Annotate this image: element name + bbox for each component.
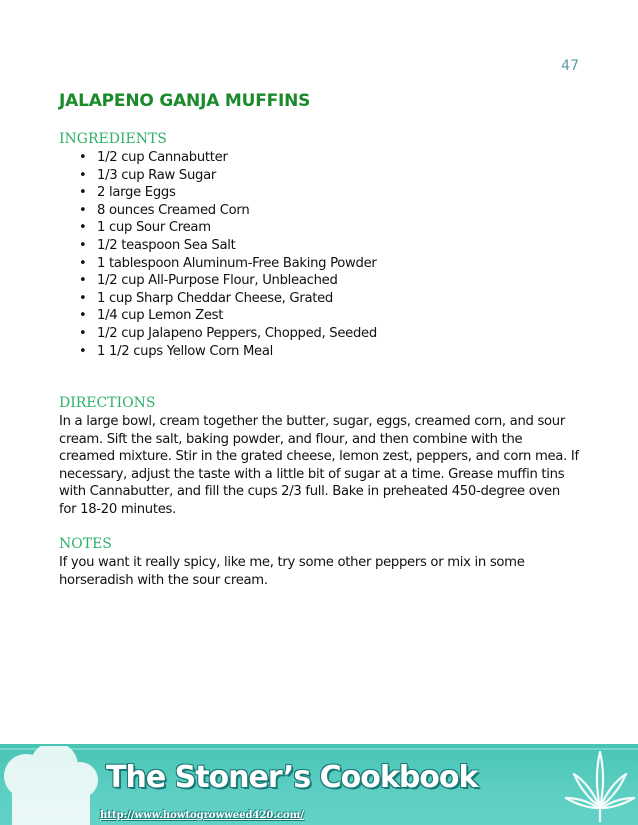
footer-banner bbox=[0, 744, 638, 825]
chef-hat-icon bbox=[0, 746, 106, 825]
ingredient-item: • 1/2 teaspoon Sea Salt bbox=[79, 237, 579, 255]
ingredient-item: • 1 cup Sharp Cheddar Cheese, Grated bbox=[79, 290, 579, 308]
ingredient-item: • 1/4 cup Lemon Zest bbox=[79, 307, 579, 325]
ingredient-list bbox=[79, 149, 579, 360]
ingredient-item: • 8 ounces Creamed Corn bbox=[79, 202, 579, 220]
notes-heading: NOTES bbox=[59, 536, 112, 552]
page-number: 47 bbox=[561, 58, 579, 74]
ingredients-heading: INGREDIENTS bbox=[59, 131, 167, 147]
directions-heading: DIRECTIONS bbox=[59, 395, 156, 411]
ingredient-item: • 1/2 cup Cannabutter bbox=[79, 149, 579, 167]
notes-text: If you want it really spicy, like me, try some other peppers or mix in some horseradish with the sour cream. bbox=[59, 555, 525, 588]
ingredient-item: • 1/2 cup All-Purpose Flour, Unbleached bbox=[79, 272, 579, 290]
footer-url[interactable]: http://www.howtogrowweed420.com/ bbox=[100, 810, 304, 821]
ingredient-item: • 1 tablespoon Aluminum-Free Baking Powder bbox=[79, 255, 579, 273]
ingredient-item: • 1 cup Sour Cream bbox=[79, 219, 579, 237]
ingredient-item: • 2 large Eggs bbox=[79, 184, 579, 202]
ingredient-item: • 1/2 cup Jalapeno Peppers, Chopped, Seeded bbox=[79, 325, 579, 343]
recipe-title: JALAPENO GANJA MUFFINS bbox=[59, 91, 311, 111]
cannabis-leaf-icon bbox=[564, 748, 636, 824]
footer-title: The Stoner’s Cookbook bbox=[106, 760, 478, 795]
ingredient-item: • 1/3 cup Raw Sugar bbox=[79, 167, 579, 185]
ingredient-item: • 1 1/2 cups Yellow Corn Meal bbox=[79, 343, 579, 361]
directions-text: In a large bowl, cream together the butter, sugar, eggs, creamed corn, and sour cream. Sift the salt, baking powder, and flour, and then combine with the creamed mixture. Stir in the grated cheese, lemon zest, peppers, and corn mea. If necessary, adjust the taste with a little bit of sugar at a time. Grease muffin tins with Cannabutter, and fill the cups 2/3 full. Bake in preheated 450-degree oven for 18-20 minutes. bbox=[59, 414, 579, 517]
